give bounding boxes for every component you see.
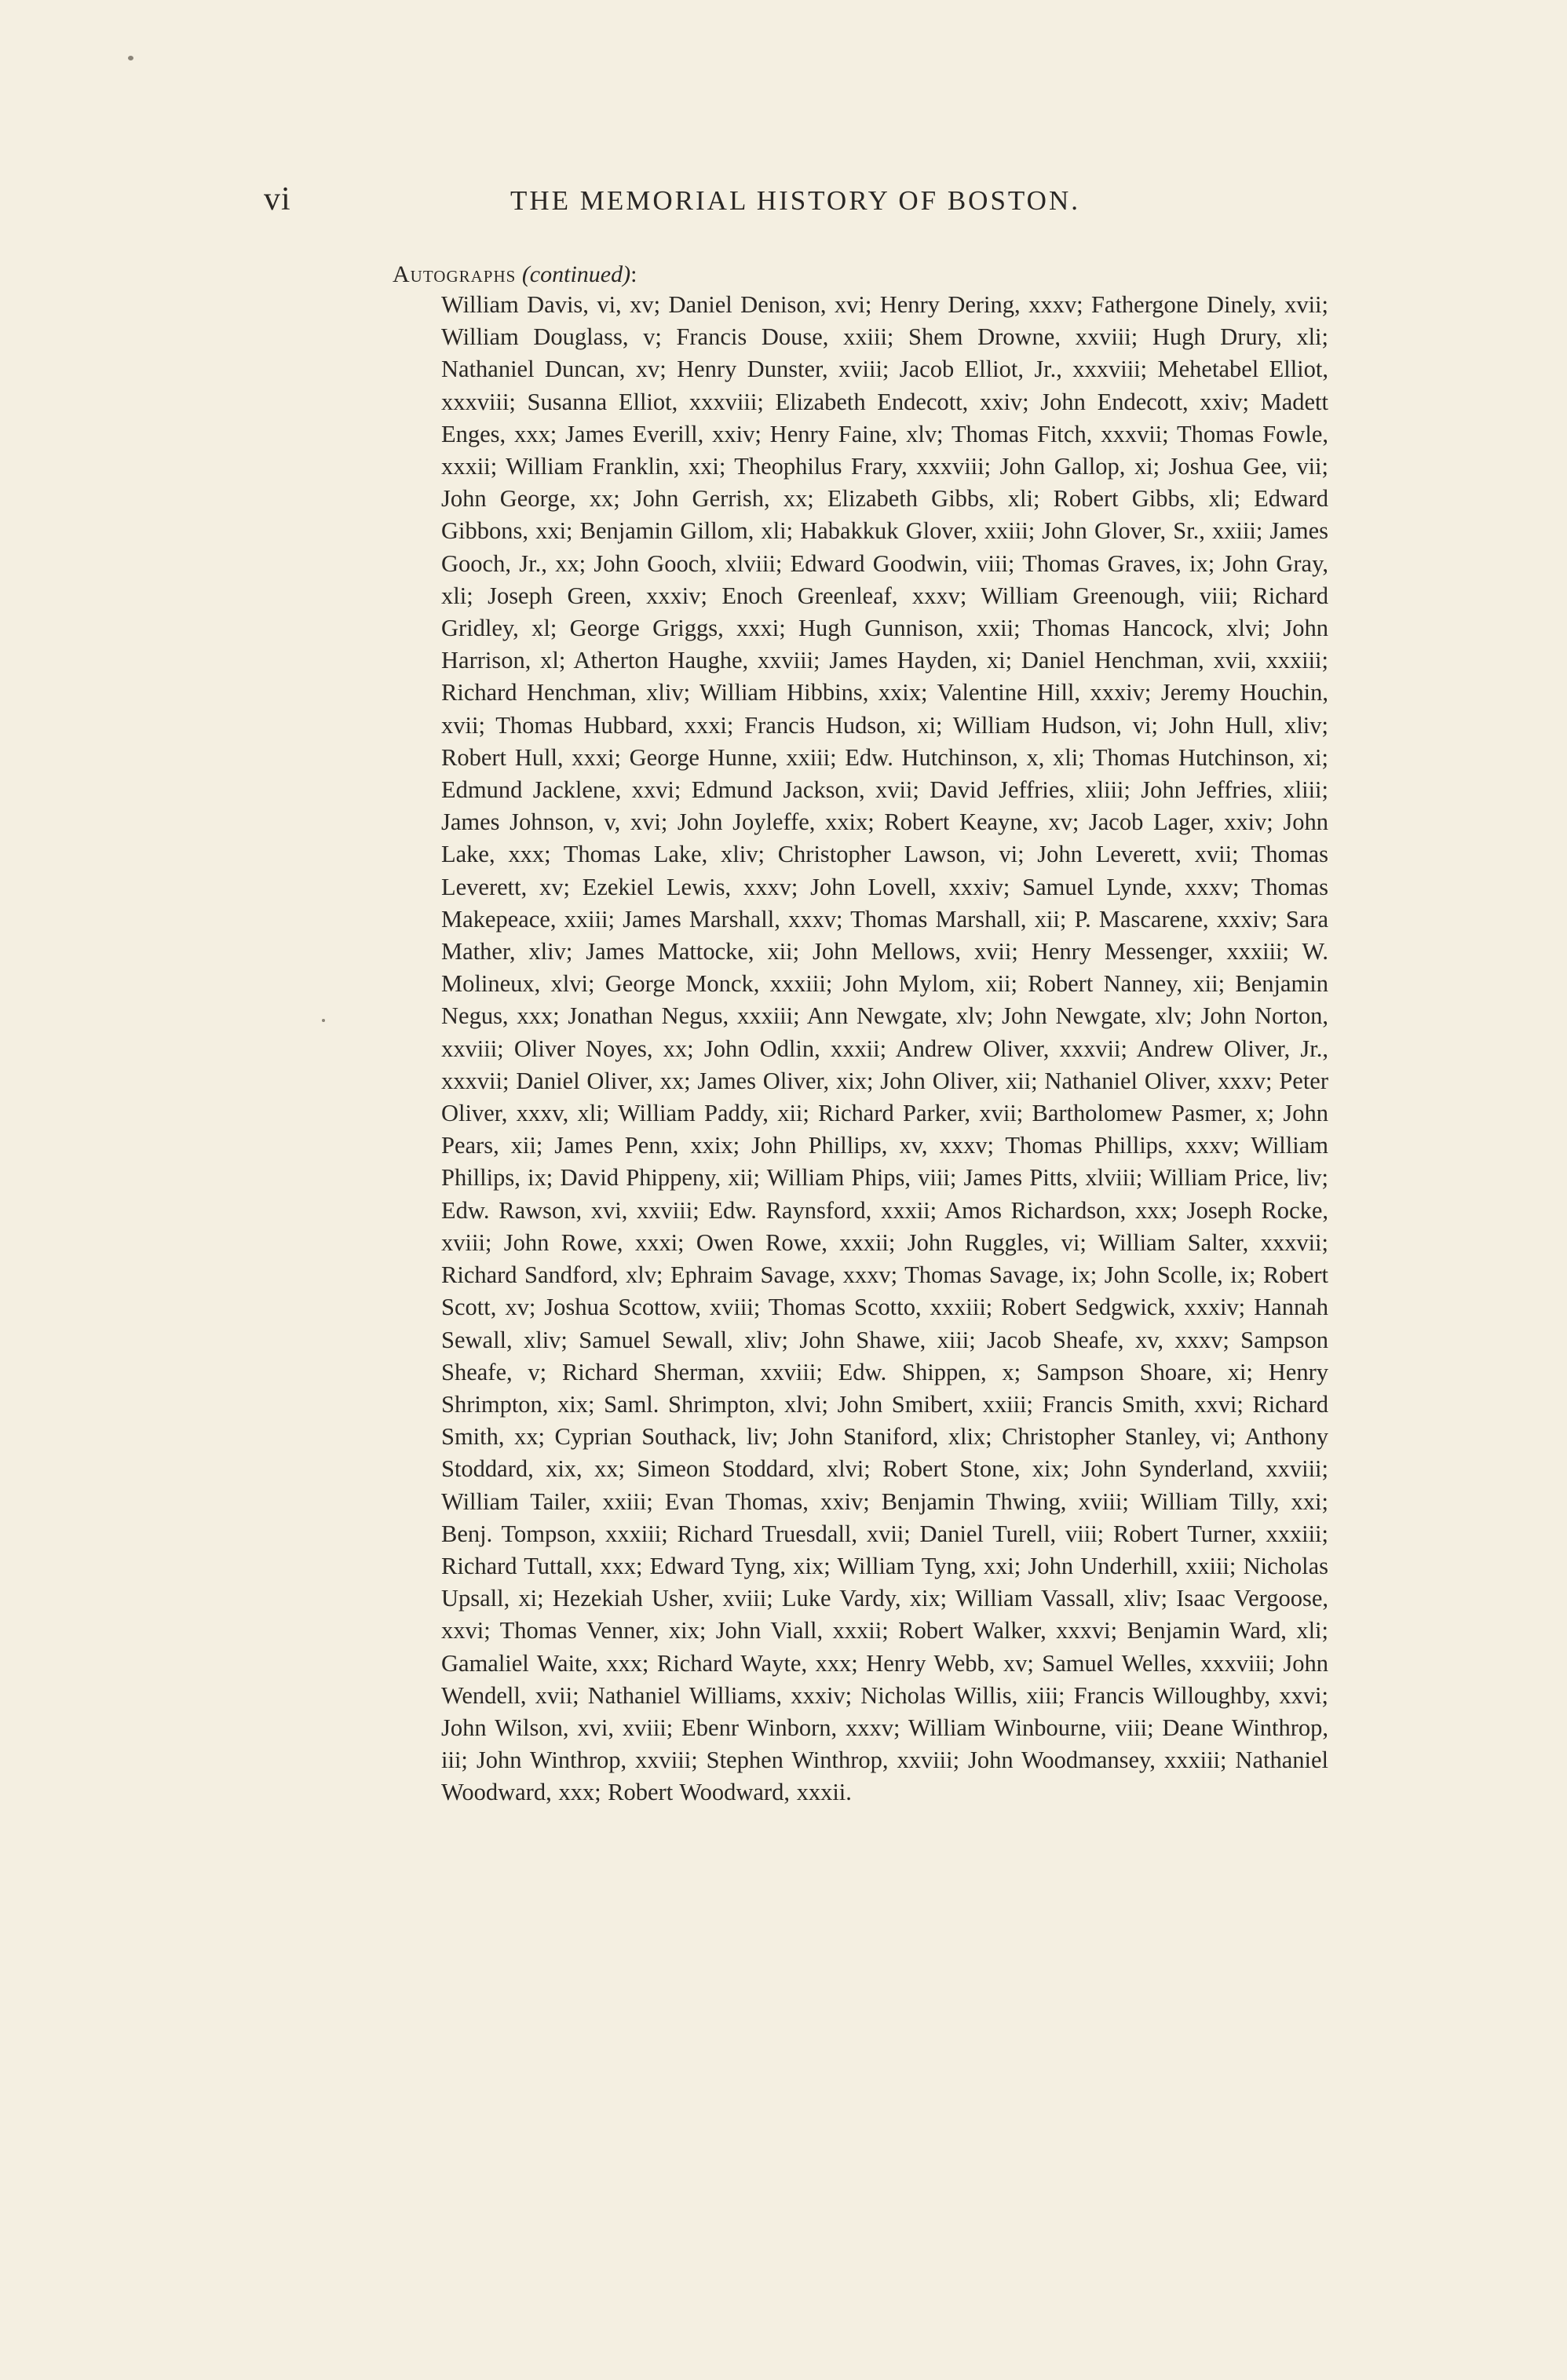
section-heading xyxy=(393,257,637,292)
paper-speck xyxy=(322,1019,325,1022)
running-head: THE MEMORIAL HISTORY OF BOSTON. xyxy=(510,185,1080,216)
section-colon: : xyxy=(630,261,637,287)
section-qualifier: (continued) xyxy=(521,261,631,287)
page-number: vi xyxy=(264,181,291,217)
section-title: Autographs xyxy=(393,261,517,287)
autograph-index-entries: William Davis, vi, xv; Daniel Denison, xvi; Henry Dering, xxxv; Fathergone Dinely, xvii; William Douglass, v; Francis Douse, xxiii; Shem Drowne, xxviii; Hugh Drury, xli; Nathaniel Duncan, xv; Henry Dunster, xviii; Jacob Elliot, Jr., xxxviii; Mehetabel Elliot, xxxviii; Susanna Elliot, xxxviii; Elizabeth Endecott, xxiv; John Endecott, xxiv; Madett Enges, xxx; James Everill, xxiv; Henry Faine, xlv; Thomas Fitch, xxxvii; Thomas Fowle, xxxii; William Franklin, xxi; Theophilus Frary, xxxviii; John Gallop, xi; Joshua Gee, vii; John George, xx; John Gerrish, xx; Elizabeth Gibbs, xli; Robert Gibbs, xli; Edward Gibbons, xxi; Benjamin Gillom, xli; Habakkuk Glover, xxiii; John Glover, Sr., xxiii; James Gooch, Jr., xx; John Gooch, xlviii; Edward Goodwin, viii; Thomas Graves, ix; John Gray, xli; Joseph Green, xxxiv; Enoch Greenleaf, xxxv; William Greenough, viii; Richard Gridley, xl; George Griggs, xxxi; Hugh Gunnison, xxii; Thomas Hancock, xlvi; John Harrison, xl; Atherton Haughe, xxviii; James Hayden, xi; Daniel Henchman, xvii, xxxiii; Richard Henchman, xliv; William Hibbins, xxix; Valentine Hill, xxxiv; Jeremy Houchin, xvii; Thomas Hubbard, xxxi; Francis Hudson, xi; William Hudson, vi; John Hull, xliv; Robert Hull, xxxi; George Hunne, xxiii; Edw. Hutchinson, x, xli; Thomas Hutchinson, xi; Edmund Jacklene, xxvi; Edmund Jackson, xvii; David Jeffries, xliii; John Jeffries, xliii; James Johnson, v, xvi; John Joyleffe, xxix; Robert Keayne, xv; Jacob Lager, xxiv; John Lake, xxx; Thomas Lake, xliv; Christopher Lawson, vi; John Leverett, xvii; Thomas Leverett, xv; Ezekiel Lewis, xxxv; John Lovell, xxxiv; Samuel Lynde, xxxv; Thomas Makepeace, xxiii; James Marshall, xxxv; Thomas Marshall, xii; P. Mascarene, xxxiv; Sara Mather, xliv; James Mattocke, xii; John Mellows, xvii; Henry Messenger, xxxiii; W. Molineux, xlvi; George Monck, xxxiii; John Mylom, xii; Robert Nanney, xii; Benjamin Negus, xxx; Jonathan Negus, xxxiii; Ann Newgate, xlv; John Newgate, xlv; John Norton, xxviii; Oliver Noyes, xx; John Odlin, xxxii; Andrew Oliver, xxxvii; Andrew Oliver, Jr., xxxvii; Daniel Oliver, xx; James Oliver, xix; John Oliver, xii; Nathaniel Oliver, xxxv; Peter Oliver, xxxv, xli; William Paddy, xii; Richard Parker, xvii; Bartholomew Pasmer, x; John Pears, xii; James Penn, xxix; John Phillips, xv, xxxv; Thomas Phillips, xxxv; William Phillips, ix; David Phippeny, xii; William Phips, viii; James Pitts, xlviii; William Price, liv; Edw. Rawson, xvi, xxviii; Edw. Raynsford, xxxii; Amos Richardson, xxx; Joseph Rocke, xviii; John Rowe, xxxi; Owen Rowe, xxxii; John Ruggles, vi; William Salter, xxxvii; Richard Sandford, xlv; Ephraim Savage, xxxv; Thomas Savage, ix; John Scolle, ix; Robert Scott, xv; Joshua Scottow, xviii; Thomas Scotto, xxxiii; Robert Sedgwick, xxxiv; Hannah Sewall, xliv; Samuel Sewall, xliv; John Shawe, xiii; Jacob Sheafe, xv, xxxv; Sampson Sheafe, v; Richard Sherman, xxviii; Edw. Shippen, x; Sampson Shoare, xi; Henry Shrimpton, xix; Saml. Shrimpton, xlvi; John Smibert, xxiii; Francis Smith, xxvi; Richard Smith, xx; Cyprian Southack, liv; John Staniford, xlix; Christopher Stanley, vi; Anthony Stoddard, xix, xx; Simeon Stoddard, xlvi; Robert Stone, xix; John Synderland, xxviii; William Tailer, xxiii; Evan Thomas, xxiv; Benjamin Thwing, xviii; William Tilly, xxi; Benj. Tompson, xxxiii; Richard Truesdall, xvii; Daniel Turell, viii; Robert Turner, xxxiii; Richard Tuttall, xxx; Edward Tyng, xix; William Tyng, xxi; John Underhill, xxiii; Nicholas Upsall, xi; Hezekiah Usher, xviii; Luke Vardy, xix; William Vassall, xliv; Isaac Vergoose, xxvi; Thomas Venner, xix; John Viall, xxxii; Robert Walker, xxxvi; Benjamin Ward, xli; Gamaliel Waite, xxx; Richard Wayte, xxx; Henry Webb, xv; Samuel Welles, xxxviii; John Wendell, xvii; Nathaniel Williams, xxxiv; Nicholas Willis, xiii; Francis Willoughby, xxvi; John Wilson, xvi, xviii; Ebenr Winborn, xxxv; William Winbourne, viii; Deane Winthrop, iii; John Winthrop, xxviii; Stephen Winthrop, xxviii; John Woodmansey, xxxiii; Nathaniel Woodward, xxx; Robert Woodward, xxxii. xyxy=(441,291,1328,1806)
paper-speck xyxy=(128,56,133,60)
